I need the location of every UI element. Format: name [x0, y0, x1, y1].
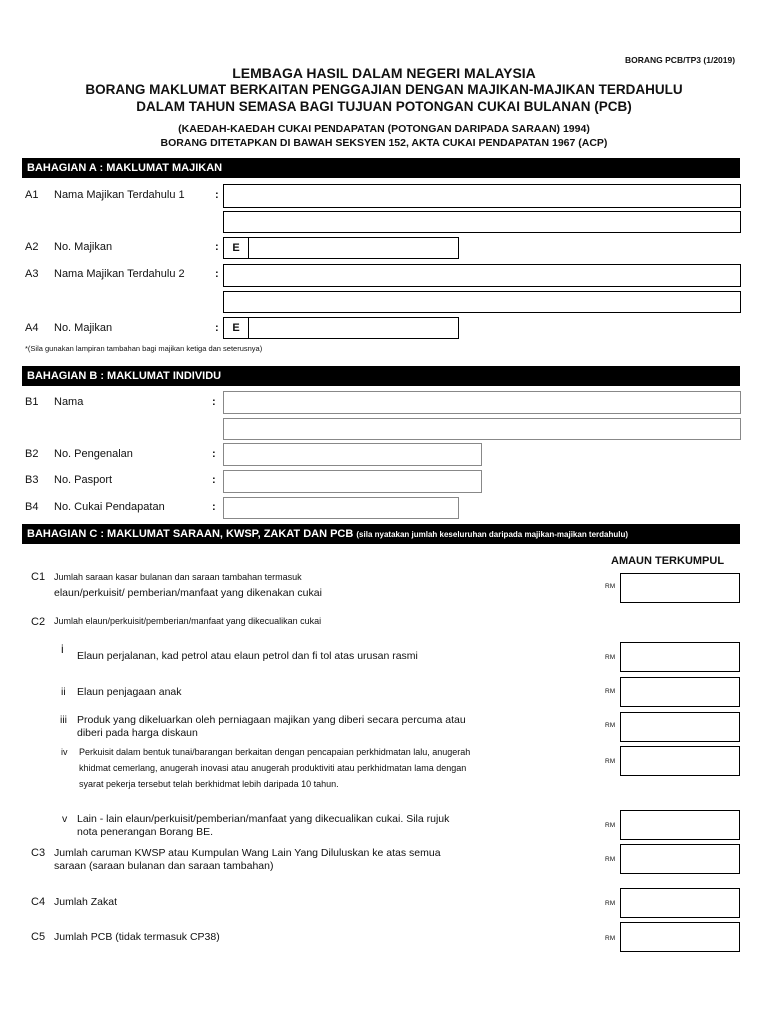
c1-text-line-2: elaun/perkuisit/ pemberian/manfaat yang dikenakan cukai	[54, 587, 322, 599]
label-a1: Nama Majikan Terdahulu 1	[54, 189, 185, 201]
code-b3: B3	[25, 474, 39, 486]
form-code: BORANG PCB/TP3 (1/2019)	[625, 55, 736, 65]
c2-iv-text-line-1: Perkuisit dalam bentuk tunai/barangan berkaitan dengan pencapaian perkhidmatan lalu, anugerah	[79, 747, 471, 757]
employer-1-number-input[interactable]	[223, 237, 459, 259]
employer-2-number-input[interactable]	[223, 317, 459, 339]
title-line-2: BORANG MAKLUMAT BERKAITAN PENGGAJIAN DENGAN MAJIKAN-MAJIKAN TERDAHULU	[85, 82, 683, 97]
code-b4: B4	[25, 501, 39, 513]
rm-label: RM	[605, 935, 616, 942]
c2-i-text: Elaun perjalanan, kad petrol atau elaun petrol dan fi tol atas urusan rasmi	[77, 650, 418, 662]
c2-i-number: i	[61, 642, 64, 656]
colon: :	[215, 322, 219, 334]
code-a1: A1	[25, 189, 39, 201]
c2-i-amount-input[interactable]	[620, 642, 740, 672]
c2-ii-amount-input[interactable]	[620, 677, 740, 707]
colon: :	[212, 474, 216, 486]
title-line-5: BORANG DITETAPKAN DI BAWAH SEKSYEN 152, AKTA CUKAI PENDAPATAN 1967 (ACP)	[160, 137, 608, 149]
colon: :	[212, 396, 216, 408]
c2-iii-number: iii	[60, 714, 67, 726]
previous-employer-2-name-input[interactable]	[223, 264, 741, 287]
code-c3: C3	[31, 847, 46, 859]
rm-label: RM	[605, 583, 616, 590]
code-a3: A3	[25, 268, 39, 280]
label-a2: No. Majikan	[54, 241, 113, 253]
code-c1: C1	[31, 571, 46, 583]
colon: :	[212, 448, 216, 460]
section-a-header	[22, 158, 740, 178]
c2-ii-text: Elaun penjagaan anak	[77, 686, 182, 698]
section-b-title: BAHAGIAN B : MAKLUMAT INDIVIDU	[27, 370, 222, 382]
employer-prefix-e: E	[224, 318, 249, 338]
c2-iii-amount-input[interactable]	[620, 712, 740, 742]
c2-iii-text-line-1: Produk yang dikeluarkan oleh perniagaan majikan yang diberi secara percuma atau	[77, 714, 466, 726]
c2-iv-text-line-2: khidmat cemerlang, anugerah inovasi atau anugerah produktiviti atau perkhidmatan lama dengan	[79, 763, 467, 773]
rm-label: RM	[605, 856, 616, 863]
c3-text-line-2: saraan (saraan bulanan dan saraan tambahan)	[54, 860, 274, 872]
income-tax-number-input[interactable]	[223, 497, 459, 519]
section-a-title: BAHAGIAN A : MAKLUMAT MAJIKAN	[27, 162, 223, 174]
colon: :	[215, 241, 219, 253]
name-input[interactable]	[223, 391, 741, 414]
employer-prefix-e: E	[224, 238, 249, 258]
title-line-3: DALAM TAHUN SEMASA BAGI TUJUAN POTONGAN CUKAI BULANAN (PCB)	[136, 99, 632, 114]
c4-text: Jumlah Zakat	[54, 896, 118, 908]
previous-employer-1-name-input-line-2[interactable]	[223, 211, 741, 233]
section-c-header	[22, 524, 740, 544]
colon: :	[215, 189, 219, 201]
label-b3: No. Pasport	[54, 474, 113, 486]
c3-text-line-1: Jumlah caruman KWSP atau Kumpulan Wang Lain Yang Diluluskan ke atas semua	[54, 847, 441, 859]
colon: :	[215, 268, 219, 280]
c2-v-text-line-1: Lain - lain elaun/perkuisit/pemberian/manfaat yang dikecualikan cukai. Sila rujuk	[77, 813, 450, 825]
section-a-note: *(Sila gunakan lampiran tambahan bagi majikan ketiga dan seterusnya)	[25, 344, 263, 353]
c2-text: Jumlah elaun/perkuisit/pemberian/manfaat yang dikecualikan cukai	[54, 616, 322, 626]
section-b-header	[22, 366, 740, 386]
code-b1: B1	[25, 396, 39, 408]
c2-iv-amount-input[interactable]	[620, 746, 740, 776]
colon: :	[212, 501, 216, 513]
amount-heading: AMAUN TERKUMPUL	[611, 555, 725, 567]
code-c4: C4	[31, 896, 46, 908]
c2-v-text-line-2: nota penerangan Borang BE.	[77, 826, 214, 838]
c5-text: Jumlah PCB (tidak termasuk CP38)	[54, 931, 220, 943]
label-a4: No. Majikan	[54, 322, 113, 334]
label-a3: Nama Majikan Terdahulu 2	[54, 268, 185, 280]
c2-ii-number: ii	[61, 686, 66, 698]
c4-amount-input[interactable]	[620, 888, 740, 918]
rm-label: RM	[605, 900, 616, 907]
title-line-4: (KAEDAH-KAEDAH CUKAI PENDAPATAN (POTONGAN DARIPADA SARAAN) 1994)	[178, 123, 590, 135]
code-b2: B2	[25, 448, 39, 460]
rm-label: RM	[605, 722, 616, 729]
code-a4: A4	[25, 322, 39, 334]
section-c-note: (sila nyatakan jumlah keseluruhan daripada majikan-majikan terdahulu)	[356, 530, 629, 539]
label-b2: No. Pengenalan	[54, 448, 133, 460]
rm-label: RM	[605, 654, 616, 661]
name-input-line-2[interactable]	[223, 418, 741, 440]
c2-iv-number: iv	[61, 747, 68, 757]
rm-label: RM	[605, 822, 616, 829]
code-c2: C2	[31, 616, 46, 628]
rm-label: RM	[605, 688, 616, 695]
c2-iv-text-line-3: syarat pekerja tersebut telah berkhidmat lebih daripada 10 tahun.	[79, 779, 339, 789]
c2-v-number: v	[62, 813, 68, 825]
c2-v-amount-input[interactable]	[620, 810, 740, 840]
label-b1: Nama	[54, 396, 84, 408]
c1-text-line-1: Jumlah saraan kasar bulanan dan saraan tambahan termasuk	[54, 572, 302, 582]
identification-number-input[interactable]	[223, 443, 482, 466]
title-line-1: LEMBAGA HASIL DALAM NEGERI MALAYSIA	[232, 65, 536, 81]
c2-iii-text-line-2: diberi pada harga diskaun	[77, 727, 198, 739]
previous-employer-1-name-input[interactable]	[223, 184, 741, 208]
passport-number-input[interactable]	[223, 470, 482, 493]
rm-label: RM	[605, 758, 616, 765]
code-a2: A2	[25, 241, 39, 253]
section-c-title: BAHAGIAN C : MAKLUMAT SARAAN, KWSP, ZAKAT DAN PCB	[27, 528, 354, 540]
c3-amount-input[interactable]	[620, 844, 740, 874]
c1-amount-input[interactable]	[620, 573, 740, 603]
code-c5: C5	[31, 931, 46, 943]
c5-amount-input[interactable]	[620, 922, 740, 952]
previous-employer-2-name-input-line-2[interactable]	[223, 291, 741, 313]
label-b4: No. Cukai Pendapatan	[54, 501, 165, 513]
